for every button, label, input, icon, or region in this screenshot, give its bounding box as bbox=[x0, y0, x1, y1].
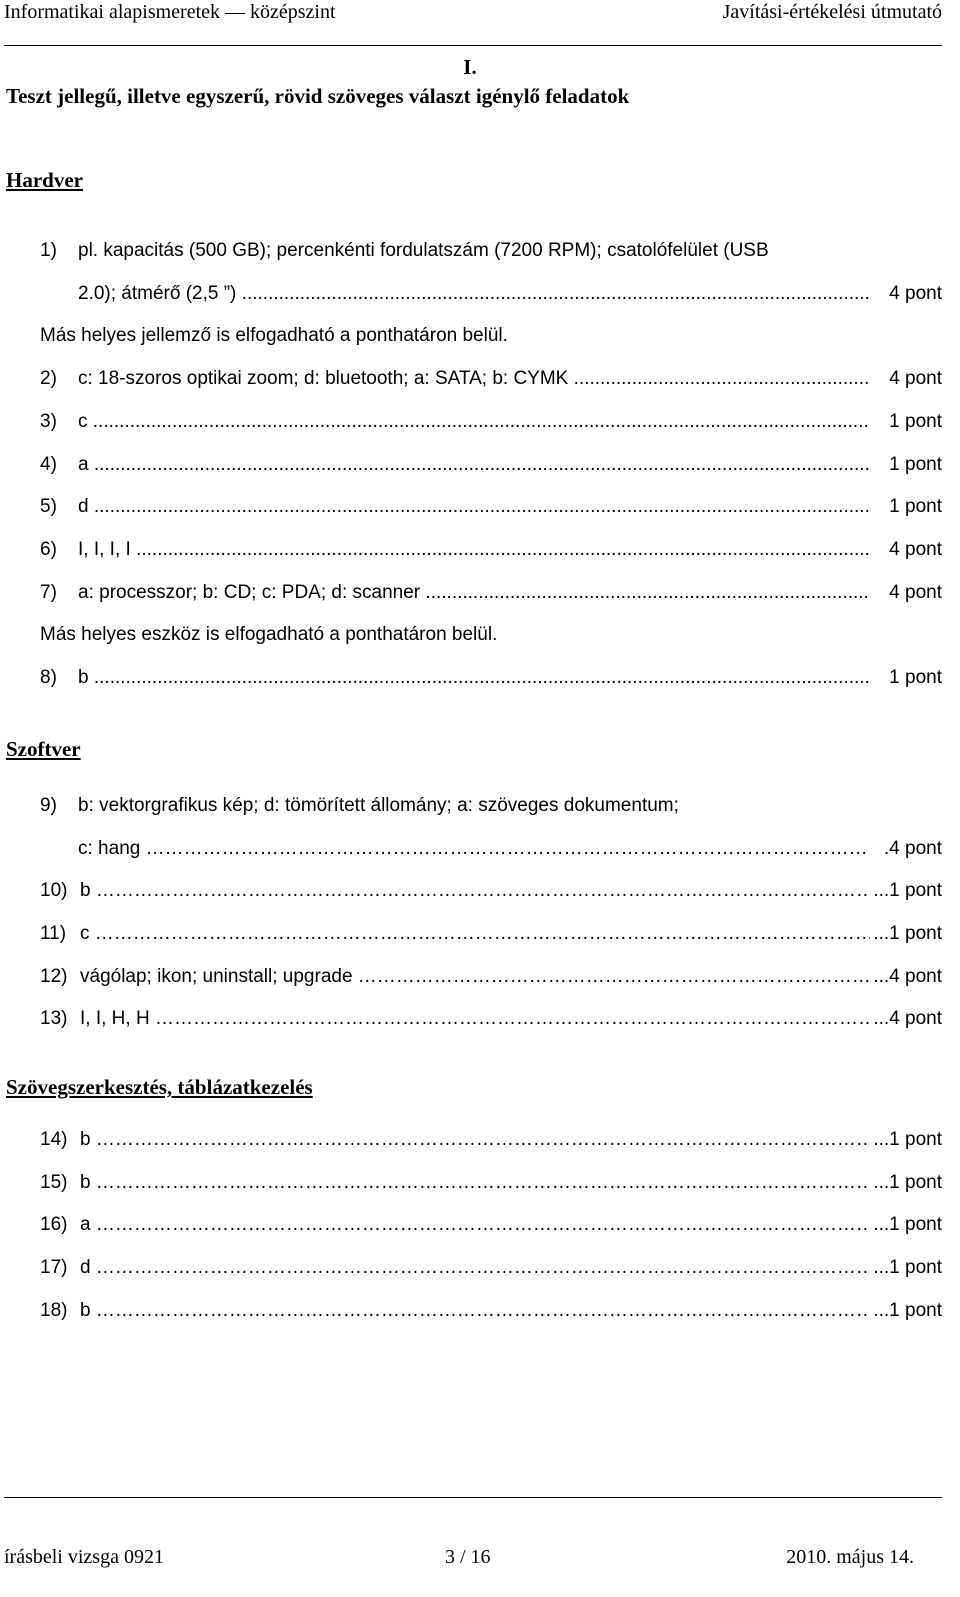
item-points: ...1 pont bbox=[873, 880, 942, 901]
item-number: 13) bbox=[40, 1008, 68, 1029]
item-answer: a: processzor; b: CD; c: PDA; d: scanner ..... bbox=[78, 580, 870, 606]
item-number: 18) bbox=[40, 1300, 68, 1321]
item-number: 8) bbox=[40, 667, 57, 688]
item-number: 11) bbox=[40, 923, 67, 944]
item-points: ...4 pont bbox=[873, 1008, 942, 1029]
item-points: ...1 pont bbox=[873, 1129, 942, 1150]
item-answer: d ………………………………………………………………………………………………………………………………………………………… bbox=[80, 1255, 870, 1281]
item-answer: c ..... bbox=[78, 409, 870, 435]
item-number: 17) bbox=[40, 1257, 68, 1278]
list-item bbox=[40, 921, 942, 947]
list-item bbox=[40, 1212, 942, 1238]
list-item bbox=[40, 409, 942, 435]
item-number: 7) bbox=[40, 582, 57, 603]
item-number: 6) bbox=[40, 539, 57, 560]
item-answer-line: pl. kapacitás (500 GB); percenkénti fordulatszám (7200 RPM); csatolófelület (USB bbox=[78, 240, 769, 261]
item-answer: b ………………………………………………………………………………………………………………………………………………………… bbox=[80, 878, 870, 904]
item-answer: I, I, H, H ………………………………………………………………………………………………………………………………………………………… bbox=[80, 1006, 870, 1032]
item-answer: b ………………………………………………………………………………………………………………………………………………………… bbox=[80, 1127, 870, 1153]
list-item bbox=[40, 1255, 942, 1281]
item-points: ...1 pont bbox=[873, 1300, 942, 1321]
page-footer-right: 2010. május 14. bbox=[786, 1546, 914, 1568]
list-item bbox=[40, 836, 942, 862]
list-item bbox=[40, 1170, 942, 1196]
item-points: 1 pont bbox=[889, 496, 942, 517]
item-number: 12) bbox=[40, 966, 68, 987]
list-item bbox=[40, 1006, 942, 1032]
item-answer: c: 18-szoros optikai zoom; d: bluetooth; a: SATA; b: CYMK ..... bbox=[78, 366, 870, 392]
item-answer: d ..... bbox=[78, 494, 870, 520]
item-note: Más helyes jellemző is elfogadható a ponthatáron belül. bbox=[40, 325, 508, 346]
item-number: 4) bbox=[40, 454, 57, 475]
item-points: ...1 pont bbox=[873, 1257, 942, 1278]
page-header-right: Javítási-értékelési útmutató bbox=[722, 1, 942, 23]
list-item bbox=[40, 537, 942, 563]
list-item bbox=[40, 452, 942, 478]
list-item bbox=[40, 281, 942, 307]
list-item bbox=[40, 964, 942, 990]
page-footer-left: írásbeli vizsga 0921 bbox=[4, 1546, 164, 1568]
item-number: 16) bbox=[40, 1214, 68, 1235]
item-points: 4 pont bbox=[889, 283, 942, 304]
page-number: 3 / 16 bbox=[445, 1546, 491, 1568]
footer-divider bbox=[4, 1497, 942, 1498]
item-points: 4 pont bbox=[889, 368, 942, 389]
item-points: .4 pont bbox=[883, 838, 942, 859]
item-answer: a ..... bbox=[78, 452, 870, 478]
list-item bbox=[40, 665, 942, 691]
list-item bbox=[40, 580, 942, 606]
list-item bbox=[40, 366, 942, 392]
item-answer: c ………………………………………………………………………………………………………………………………………………………… bbox=[80, 921, 870, 947]
item-points: 4 pont bbox=[889, 539, 942, 560]
item-note: Más helyes eszköz is elfogadható a ponthatáron belül. bbox=[40, 624, 498, 645]
item-answer: b ..... bbox=[78, 665, 870, 691]
item-points: 1 pont bbox=[889, 667, 942, 688]
item-points: ...1 pont bbox=[873, 1172, 942, 1193]
item-answer: I, I, I, I ..... bbox=[78, 537, 870, 563]
item-points: ...1 pont bbox=[873, 1214, 942, 1235]
list-item bbox=[40, 1298, 942, 1324]
item-number: 9) bbox=[40, 795, 57, 816]
item-answer: c: hang ………………………………………………………………………………………………………………………………………………………… bbox=[78, 836, 870, 862]
item-answer: b ………………………………………………………………………………………………………………………………………………………… bbox=[80, 1170, 870, 1196]
item-number: 10) bbox=[40, 880, 68, 901]
item-points: ...1 pont bbox=[873, 923, 942, 944]
item-answer-line: b: vektorgrafikus kép; d: tömörített állomány; a: szöveges dokumentum; bbox=[78, 795, 679, 816]
item-number: 2) bbox=[40, 368, 57, 389]
list-item bbox=[40, 1127, 942, 1153]
list-item bbox=[40, 494, 942, 520]
part-title: Teszt jellegű, illetve egyszerű, rövid szöveges választ igénylő feladatok bbox=[6, 84, 630, 108]
item-number: 3) bbox=[40, 411, 57, 432]
list-item bbox=[40, 878, 942, 904]
section-title-hardver: Hardver bbox=[6, 168, 83, 192]
item-points: ...4 pont bbox=[873, 966, 942, 987]
item-answer: vágólap; ikon; uninstall; upgrade ………………………………………………………………………………………………………………………………………………………… bbox=[80, 964, 870, 990]
item-points: 1 pont bbox=[889, 454, 942, 475]
page-header-left: Informatikai alapismeretek — középszint bbox=[4, 1, 336, 23]
part-number: I. bbox=[463, 55, 477, 79]
section-title-szovegszerkesztes: Szövegszerkesztés, táblázatkezelés bbox=[6, 1075, 313, 1099]
item-answer: 2.0); átmérő (2,5 ”) ..... bbox=[78, 281, 870, 307]
section-title-szoftver: Szoftver bbox=[6, 737, 81, 761]
item-number: 1) bbox=[40, 240, 57, 261]
item-number: 5) bbox=[40, 496, 57, 517]
item-number: 14) bbox=[40, 1129, 68, 1150]
header-divider bbox=[4, 45, 942, 46]
item-answer: a ………………………………………………………………………………………………………………………………………………………… bbox=[80, 1212, 870, 1238]
item-number: 15) bbox=[40, 1172, 68, 1193]
item-points: 1 pont bbox=[889, 411, 942, 432]
item-points: 4 pont bbox=[889, 582, 942, 603]
item-answer: b ………………………………………………………………………………………………………………………………………………………… bbox=[80, 1298, 870, 1324]
